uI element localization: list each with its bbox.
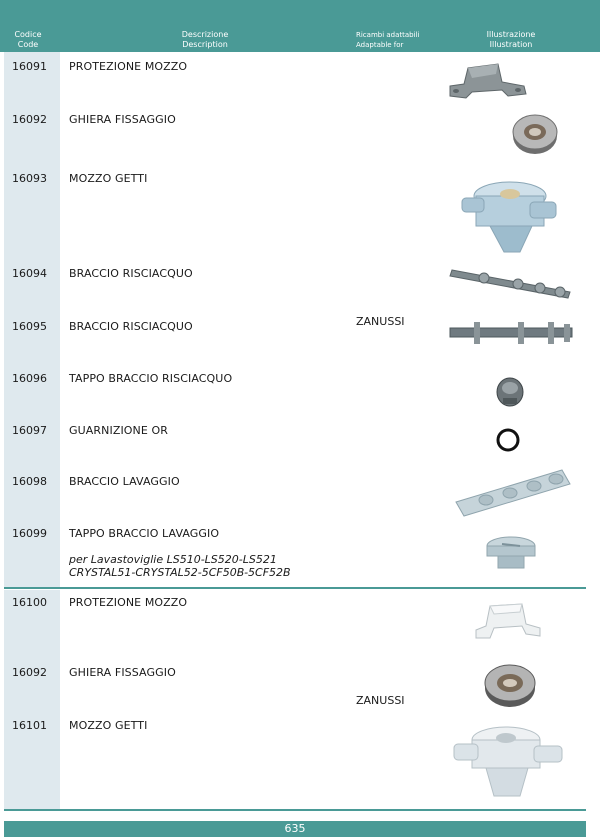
section-divider	[4, 587, 586, 589]
ring-nut-icon	[510, 110, 560, 158]
header-code-en: Code	[17, 40, 39, 49]
jet-hub-icon	[460, 168, 560, 258]
product-code: 16092	[12, 113, 47, 126]
product-code: 16097	[12, 424, 47, 437]
header-desc-en: Description	[182, 40, 228, 49]
page-number: 635	[284, 822, 306, 835]
product-code: 16096	[12, 372, 47, 385]
product-code: 16093	[12, 172, 47, 185]
header-desc-it: Descrizione	[181, 30, 229, 39]
ring-nut-icon	[482, 660, 538, 710]
code-column-bg	[4, 590, 60, 810]
product-code: 16098	[12, 475, 47, 488]
note-line: per Lavastoviglie LS510-LS520-LS521	[69, 553, 277, 566]
header-code-it: Codice	[14, 30, 42, 39]
product-description: TAPPO BRACCIO LAVAGGIO	[69, 527, 220, 540]
product-description: MOZZO GETTI	[69, 719, 148, 732]
rinse-arm-cap-icon	[494, 374, 526, 408]
product-description: MOZZO GETTI	[69, 172, 148, 185]
header-code	[4, 30, 52, 50]
product-description: GHIERA FISSAGGIO	[69, 666, 176, 679]
page-footer	[4, 821, 586, 837]
product-code: 16099	[12, 527, 47, 540]
hub-guard-grey-icon	[446, 56, 536, 106]
note-line: CRYSTAL51-CRYSTAL52-5CF50B-5CF52B	[69, 566, 291, 579]
product-description: GHIERA FISSAGGIO	[69, 113, 176, 126]
product-code: 16095	[12, 320, 47, 333]
header-ill-it: Illustrazione	[486, 30, 536, 39]
rinse-arm-dark-icon	[448, 318, 574, 354]
product-code: 16100	[12, 596, 47, 609]
product-description: TAPPO BRACCIO RISCIACQUO	[69, 372, 233, 385]
product-code: 16094	[12, 267, 47, 280]
product-description: GUARNIZIONE OR	[69, 424, 169, 437]
product-description: PROTEZIONE MOZZO	[69, 60, 188, 73]
header-ill-en: Illustration	[489, 40, 533, 49]
product-description: BRACCIO RISCIACQUO	[69, 267, 193, 280]
product-description: BRACCIO LAVAGGIO	[69, 475, 180, 488]
product-description: PROTEZIONE MOZZO	[69, 596, 188, 609]
o-ring-icon	[494, 426, 522, 454]
adaptable-brand: ZANUSSI	[356, 694, 405, 707]
header-description	[60, 30, 350, 50]
product-code: 16092	[12, 666, 47, 679]
top-band	[0, 0, 600, 28]
header-adapt-en: Adaptable for	[356, 41, 404, 49]
product-description: BRACCIO RISCIACQUO	[69, 320, 193, 333]
hub-guard-white-icon	[472, 598, 544, 644]
jet-hub-white-icon	[450, 716, 566, 802]
header-adaptable	[356, 30, 456, 50]
compatibility-note	[69, 553, 291, 579]
header-adapt-it: Ricambi adattabili	[356, 31, 420, 39]
adaptable-brand: ZANUSSI	[356, 315, 405, 328]
header-illustration	[456, 30, 566, 50]
rinse-arm-icon	[448, 262, 574, 302]
table-header	[0, 28, 600, 52]
wash-arm-cap-icon	[484, 534, 538, 572]
wash-arm-icon	[452, 462, 572, 520]
product-code: 16091	[12, 60, 47, 73]
product-code: 16101	[12, 719, 47, 732]
section-divider	[4, 809, 586, 811]
